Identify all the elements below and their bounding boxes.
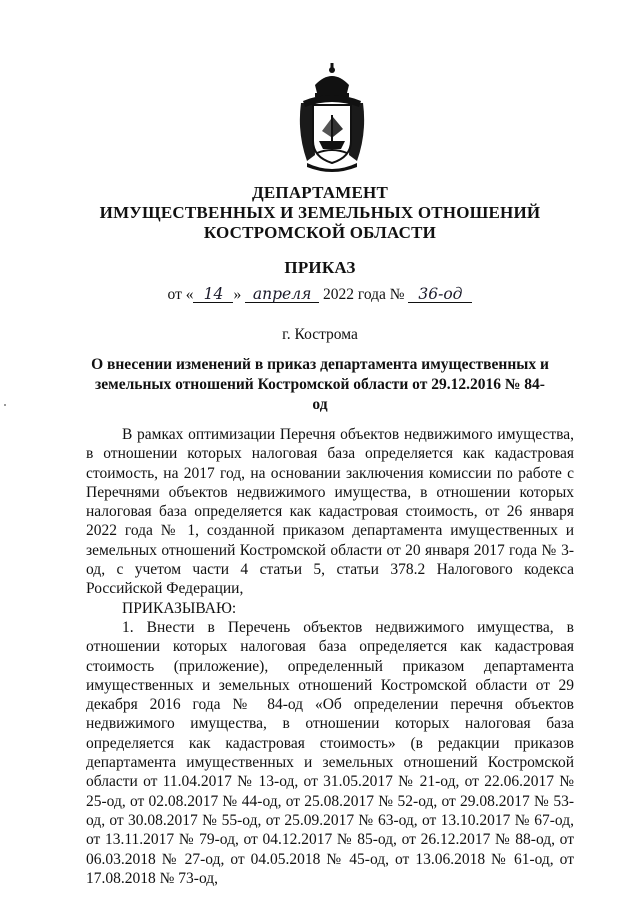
department-name-line-1: ДЕПАРТАМЕНТ [251, 183, 389, 202]
document-type: ПРИКАЗ [284, 258, 356, 277]
order-title: О внесении изменений в приказ департамента имущественных и земельных отношений Костромской области от 29.12.2016 № 84-од [91, 356, 549, 413]
scan-mark [4, 404, 6, 406]
order-number: 36-од [408, 286, 472, 303]
date-month: апреля [245, 286, 319, 303]
order-body [86, 425, 574, 888]
clause-1-paragraph: 1. Внести в Перечень объектов недвижимого имущества, в отношении которых налоговая база определяется как кадастровая стоимость (приложение), определенный приказом департамента имущественных и земельных отношений Костромской области от 29 декабря 2016 года № 84-од «Об определении перечня объектов недвижимого имущества, в отношении которых налоговая база определяется как кадастровая стоимость» (в редакции приказов департамента имущественных и земельных отношений Костромской области от 11.04.2017 № 13-од, от 31.05.2017 № 21-од, от 22.06.2017 № 25-од, от 02.08.2017 № 44-од, от 25.08.2017 № 52-од, от 29.08.2017 № 53-од, от 30.08.2017 № 55-од, от 25.09.2017 № 63-од, от 13.10.2017 № 67-од, от 13.11.2017 № 79-од, от 04.12.2017 № 85-од, от 26.12.2017 № 88-од, от 06.03.2018 № 27-од, от 04.05.2018 № 45-од, от 13.06.2018 № 61-од, от 17.08.2018 № 73-од, [86, 618, 574, 887]
department-name-line-3: КОСТРОМСКОЙ ОБЛАСТИ [203, 223, 437, 242]
date-day: 14 [193, 286, 233, 303]
city: г. Кострома [282, 326, 358, 343]
date-mid: » [233, 286, 242, 303]
date-prefix: от « [167, 286, 194, 303]
department-name-line-2: ИМУЩЕСТВЕННЫХ И ЗЕМЕЛЬНЫХ ОТНОШЕНИЙ [99, 203, 541, 222]
date-line [0, 286, 640, 304]
date-year: 2022 года № [322, 286, 405, 303]
preamble-paragraph: В рамках оптимизации Перечня объектов недвижимого имущества, в отношении которых налоговая база определяется как кадастровая стоимость, на 2017 год, на основании заключения комиссии по работе с Перечнями объектов недвижимого имущества, в отношении которых налоговая база определяется как кадастровая стоимость, от 26 января 2022 года № 1, созданной приказом департамента имущественных и земельных отношений Костромской области от 20 января 2017 года № 3-од, с учетом части 4 статьи 5, статьи 378.2 Налогового кодекса Российской Федерации, [86, 426, 574, 598]
coat-of-arms-icon [293, 63, 371, 173]
order-directive: ПРИКАЗЫВАЮ: [122, 599, 237, 617]
